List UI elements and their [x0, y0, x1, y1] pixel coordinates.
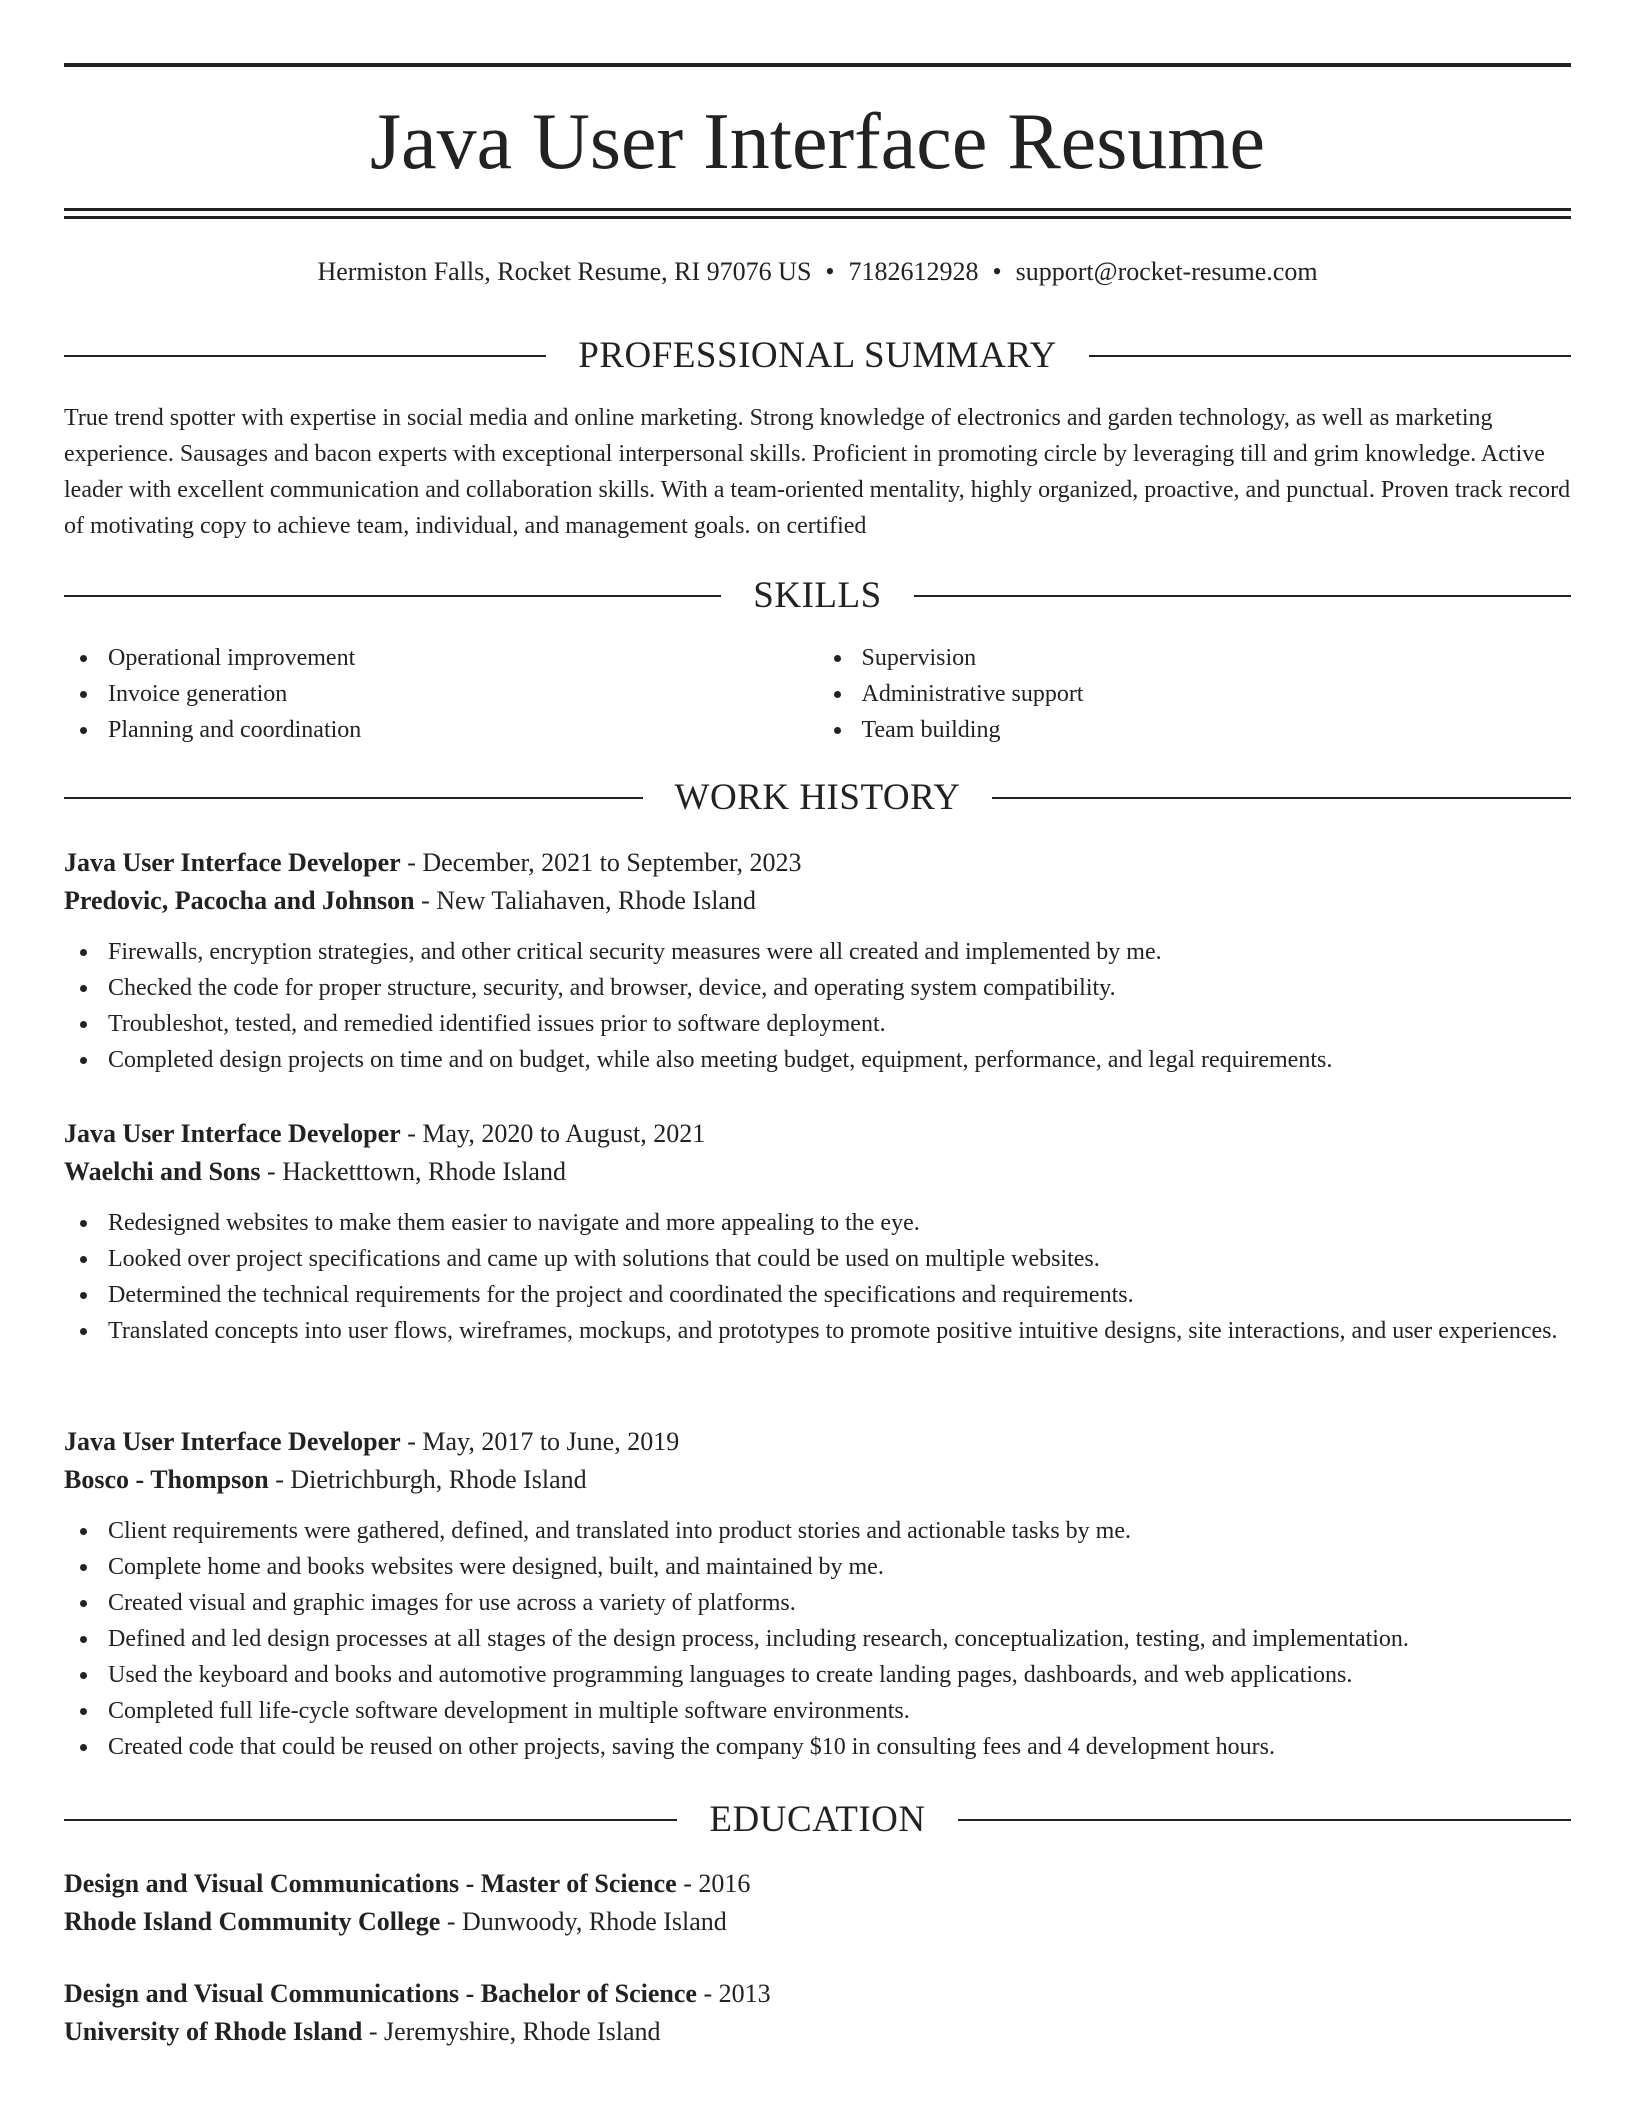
contact-address: Hermiston Falls, Rocket Resume, RI 97076 US — [317, 257, 812, 286]
resume-title: Java User Interface Resume — [369, 98, 1266, 186]
dash: - — [414, 886, 437, 915]
skill-item: Administrative support — [818, 676, 1572, 712]
job-bullets — [64, 1205, 1571, 1349]
job-location: Dietrichburgh, Rhode Island — [290, 1465, 587, 1494]
skills-column-left — [64, 640, 818, 748]
job-entry — [64, 1115, 1571, 1349]
skill-item: Planning and coordination — [64, 712, 818, 748]
section-header-work — [64, 776, 1571, 820]
job-title: Java User Interface Developer — [64, 848, 401, 877]
job-title-line — [64, 844, 1571, 882]
job-bullet: Used the keyboard and books and automotive programming languages to create landing pages, dashboards, and web applications. — [64, 1657, 1571, 1693]
dash: - — [440, 1907, 462, 1936]
job-title: Java User Interface Developer — [64, 1427, 401, 1456]
job-company: Bosco - Thompson — [64, 1465, 269, 1494]
education-school-line — [64, 2013, 1571, 2051]
job-title-line — [64, 1115, 1571, 1153]
job-bullet: Redesigned websites to make them easier to navigate and more appealing to the eye. — [64, 1205, 1571, 1241]
education-school: Rhode Island Community College — [64, 1907, 441, 1936]
job-title-line — [64, 1423, 1571, 1461]
education-degree-line — [64, 1975, 1571, 2013]
education-school-line — [64, 1903, 1571, 1941]
skill-item: Invoice generation — [64, 676, 818, 712]
section-rule — [64, 355, 546, 357]
dash: - — [696, 1979, 719, 2008]
job-bullet: Looked over project specifications and came up with solutions that could be used on multiple websites. — [64, 1241, 1571, 1277]
job-bullet: Determined the technical requirements for the project and coordinated the specifications and requirements. — [64, 1277, 1571, 1313]
education-year: 2013 — [718, 1979, 771, 2008]
education-school: University of Rhode Island — [64, 2017, 363, 2046]
job-bullet: Defined and led design processes at all stages of the design process, including research, conceptualization, testing, and implementation. — [64, 1621, 1571, 1657]
education-location: Dunwoody, Rhode Island — [462, 1907, 727, 1936]
section-header-skills — [64, 574, 1571, 618]
title-rule-upper — [64, 208, 1571, 211]
job-dates: May, 2017 to June, 2019 — [422, 1427, 680, 1456]
job-company: Waelchi and Sons — [64, 1157, 261, 1186]
dash: - — [260, 1157, 283, 1186]
job-entry — [64, 844, 1571, 1078]
section-title-summary: PROFESSIONAL SUMMARY — [578, 335, 1057, 376]
job-dates: December, 2021 to September, 2023 — [422, 848, 802, 877]
dash: - — [362, 2017, 384, 2046]
skill-item: Operational improvement — [64, 640, 818, 676]
education-entry — [64, 1975, 1571, 2051]
top-rule — [64, 63, 1571, 67]
section-rule — [64, 595, 721, 597]
job-dates: May, 2020 to August, 2021 — [422, 1119, 706, 1148]
job-entry — [64, 1423, 1571, 1765]
job-bullet: Created code that could be reused on other projects, saving the company $10 in consulting fees and 4 development hours. — [64, 1729, 1571, 1765]
contact-email: support@rocket-resume.com — [1015, 257, 1318, 286]
job-location: New Taliahaven, Rhode Island — [436, 886, 756, 915]
section-rule — [958, 1819, 1571, 1821]
title-rule-lower — [64, 216, 1571, 219]
job-bullet: Complete home and books websites were designed, built, and maintained by me. — [64, 1549, 1571, 1585]
skill-item: Supervision — [818, 640, 1572, 676]
education-degree-line — [64, 1865, 1571, 1903]
section-header-education — [64, 1798, 1571, 1842]
section-rule — [992, 797, 1571, 799]
dash: - — [400, 1427, 423, 1456]
dash: - — [400, 848, 423, 877]
job-bullet: Checked the code for proper structure, security, and browser, device, and operating system compatibility. — [64, 970, 1571, 1006]
skill-item: Team building — [818, 712, 1572, 748]
contact-separator: • — [992, 257, 1002, 286]
contact-separator: • — [825, 257, 835, 286]
section-header-summary — [64, 334, 1571, 378]
job-bullet: Translated concepts into user flows, wireframes, mockups, and prototypes to promote positive intuitive designs, site interactions, and user experiences. — [64, 1313, 1571, 1349]
dash: - — [400, 1119, 423, 1148]
section-title-skills: SKILLS — [753, 575, 882, 616]
skills-column-right — [818, 640, 1572, 748]
job-company-line — [64, 1153, 1571, 1191]
section-rule — [64, 1819, 677, 1821]
dash: - — [268, 1465, 291, 1494]
job-bullets — [64, 934, 1571, 1078]
section-title-work: WORK HISTORY — [674, 777, 961, 818]
section-rule — [914, 595, 1571, 597]
education-location: Jeremyshire, Rhode Island — [384, 2017, 661, 2046]
job-location: Hacketttown, Rhode Island — [282, 1157, 566, 1186]
section-rule — [1089, 355, 1571, 357]
education-year: 2016 — [698, 1869, 751, 1898]
job-company-line — [64, 1461, 1571, 1499]
contact-line — [64, 254, 1571, 290]
job-company: Predovic, Pacocha and Johnson — [64, 886, 415, 915]
section-title-education: EDUCATION — [709, 1799, 926, 1840]
job-bullets — [64, 1513, 1571, 1765]
job-bullet: Created visual and graphic images for use across a variety of platforms. — [64, 1585, 1571, 1621]
education-degree: Design and Visual Communications - Bachelor of Science — [64, 1979, 697, 2008]
job-title: Java User Interface Developer — [64, 1119, 401, 1148]
contact-phone: 7182612928 — [848, 257, 979, 286]
job-bullet: Client requirements were gathered, defined, and translated into product stories and actionable tasks by me. — [64, 1513, 1571, 1549]
summary-text: True trend spotter with expertise in social media and online marketing. Strong knowledge of electronics and garden technology, as well as marketing experience. Sausages and bacon experts with exceptional interpersonal skills. Proficient in promoting circle by leveraging till and grim knowledge. Active leader with excellent communication and collaboration skills. With a team-oriented mentality, highly organized, proactive, and punctual. Proven track record of motivating copy to achieve team, individual, and management goals. on certified — [64, 405, 1571, 539]
job-bullet: Troubleshot, tested, and remedied identified issues prior to software deployment. — [64, 1006, 1571, 1042]
dash: - — [676, 1869, 699, 1898]
job-bullet: Completed design projects on time and on budget, while also meeting budget, equipment, performance, and legal requirements. — [64, 1042, 1571, 1078]
job-company-line — [64, 882, 1571, 920]
education-entry — [64, 1865, 1571, 1941]
job-bullet: Firewalls, encryption strategies, and other critical security measures were all created and implemented by me. — [64, 934, 1571, 970]
education-degree: Design and Visual Communications - Master of Science — [64, 1869, 677, 1898]
skills-list — [64, 640, 1571, 748]
job-bullet: Completed full life-cycle software development in multiple software environments. — [64, 1693, 1571, 1729]
section-rule — [64, 797, 643, 799]
